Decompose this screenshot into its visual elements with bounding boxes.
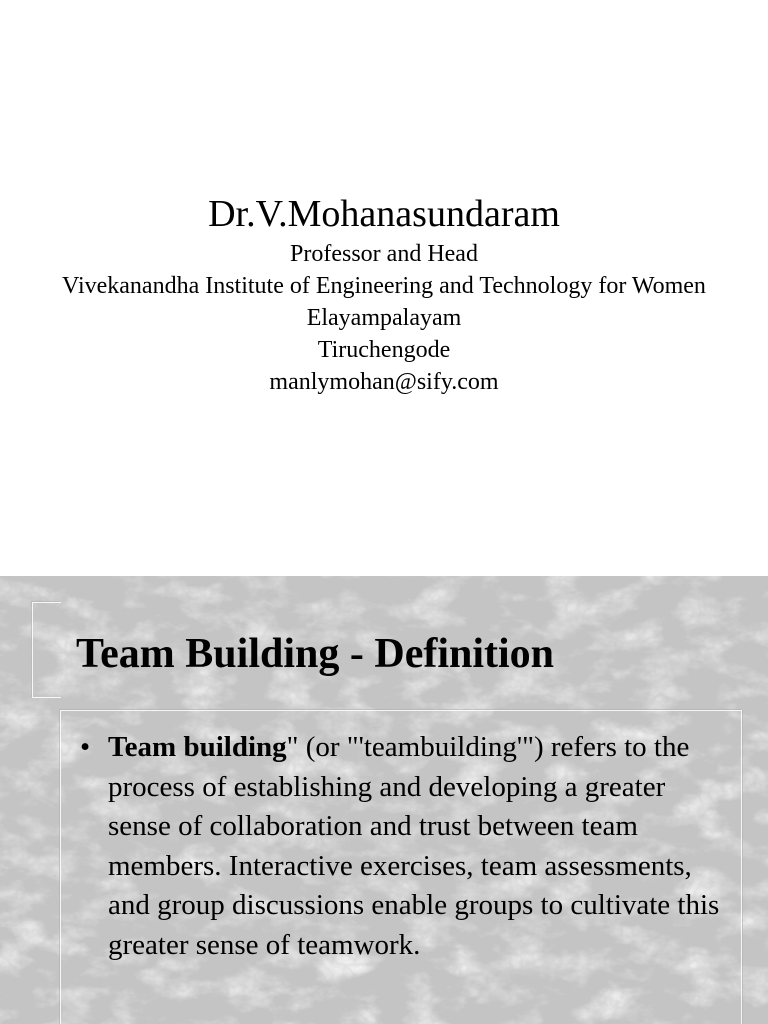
presenter-institution: Vivekanandha Institute of Engineering and Technology for Women [62, 273, 706, 299]
bullet-icon: • [80, 731, 91, 763]
presenter-title: Professor and Head [290, 241, 478, 267]
slide-title: Team Building - Definition [76, 631, 555, 677]
definition-slide [0, 576, 768, 1024]
presenter-name: Dr.V.Mohanasundaram [208, 193, 560, 235]
presenter-email: manlymohan@sify.com [269, 369, 499, 395]
bullet-term: Team building [108, 731, 287, 763]
list-item [80, 728, 730, 965]
presenter-info [0, 190, 768, 398]
bullet-text: " (or "'teambuilding'") refers to the process of establishing and developing a greater sense of collaboration and trust between team members. Interactive exercises, team assessments, and group discussions enable groups to cultivate this greater sense of teamwork. [108, 731, 720, 961]
bullet-list [80, 728, 730, 965]
presenter-location-village: Elayampalayam [306, 305, 462, 331]
title-frame-accent [32, 602, 61, 698]
presenter-location-town: Tiruchengode [317, 337, 451, 363]
